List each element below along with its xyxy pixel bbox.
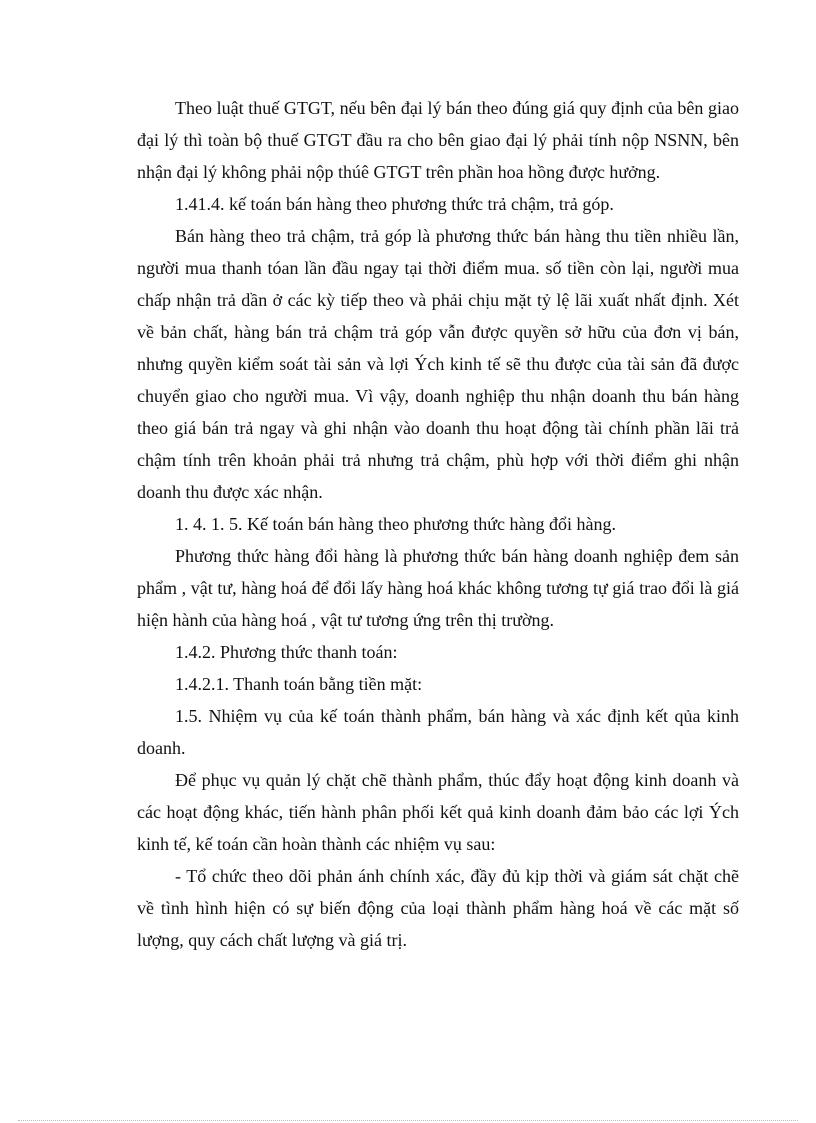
heading-payment-methods: 1.4.2. Phương thức thanh toán: (175, 642, 398, 662)
paragraph-vat-agency: Theo luật thuế GTGT, nếu bên đại lý bán theo đúng giá quy định của bên giao đại lý thì toàn bộ thuế GTGT đầu ra cho bên giao đại lý phải tính nộp NSNN, bên nhận đại lý không phải nộp thúê GTGT trên phần hoa hồng được hưởng. (137, 98, 739, 182)
paragraph-management-purpose: Để phục vụ quản lý chặt chẽ thành phẩm, thúc đẩy hoạt động kinh doanh và các hoạt động khác, tiến hành phân phối kết quả kinh doanh đảm bảo các lợi Ých kinh tế, kế toán cần hoàn thành các nhiệm vụ sau: (137, 770, 739, 854)
paragraph-barter-sales: Phương thức hàng đổi hàng là phương thức bán hàng doanh nghiệp đem sản phẩm , vật tư, hàng hoá để đổi lấy hàng hoá khác không tương tự giá trao đổi là giá hiện hành của hàng hoá , vật tư tương ứng trên thị trường. (137, 546, 739, 630)
page-bottom-divider (18, 1120, 798, 1121)
paragraph-task-item: - Tổ chức theo dõi phản ánh chính xác, đầy đủ kịp thời và giám sát chặt chẽ về tình hình hiện có sự biến động của loại thành phẩm hàng hoá về các mặt số lượng, quy cách chất lượng và giá trị. (137, 866, 739, 950)
document-body (137, 92, 739, 956)
heading-accounting-tasks: 1.5. Nhiệm vụ của kế toán thành phẩm, bán hàng và xác định kết qủa kinh doanh. (137, 706, 739, 758)
heading-cash-payment: 1.4.2.1. Thanh toán bằng tiền mặt: (175, 674, 423, 694)
heading-barter-sales: 1. 4. 1. 5. Kế toán bán hàng theo phương thức hàng đổi hàng. (175, 514, 616, 534)
heading-installment-sales: 1.41.4. kế toán bán hàng theo phương thức trả chậm, trả góp. (175, 194, 614, 214)
paragraph-installment-sales: Bán hàng theo trả chậm, trả góp là phương thức bán hàng thu tiền nhiều lần, người mua thanh tóan lần đầu ngay tại thời điểm mua. số tiền còn lại, người mua chấp nhận trả dần ở các kỳ tiếp theo và phải chịu mặt tỷ lệ lãi xuất nhất định. Xét về bản chất, hàng bán trả chậm trả góp vẫn được quyền sở hữu của đơn vị bán, nhưng quyền kiểm soát tài sản và lợi Ých kinh tế sẽ thu được của tài sản đã được chuyển giao cho người mua. Vì vậy, doanh nghiệp thu nhận doanh thu bán hàng theo giá bán trả ngay và ghi nhận vào doanh thu hoạt động tài chính phần lãi trả chậm tính trên khoản phải trả nhưng trả chậm, phù hợp với thời điểm ghi nhận doanh thu được xác nhận. (137, 226, 739, 502)
